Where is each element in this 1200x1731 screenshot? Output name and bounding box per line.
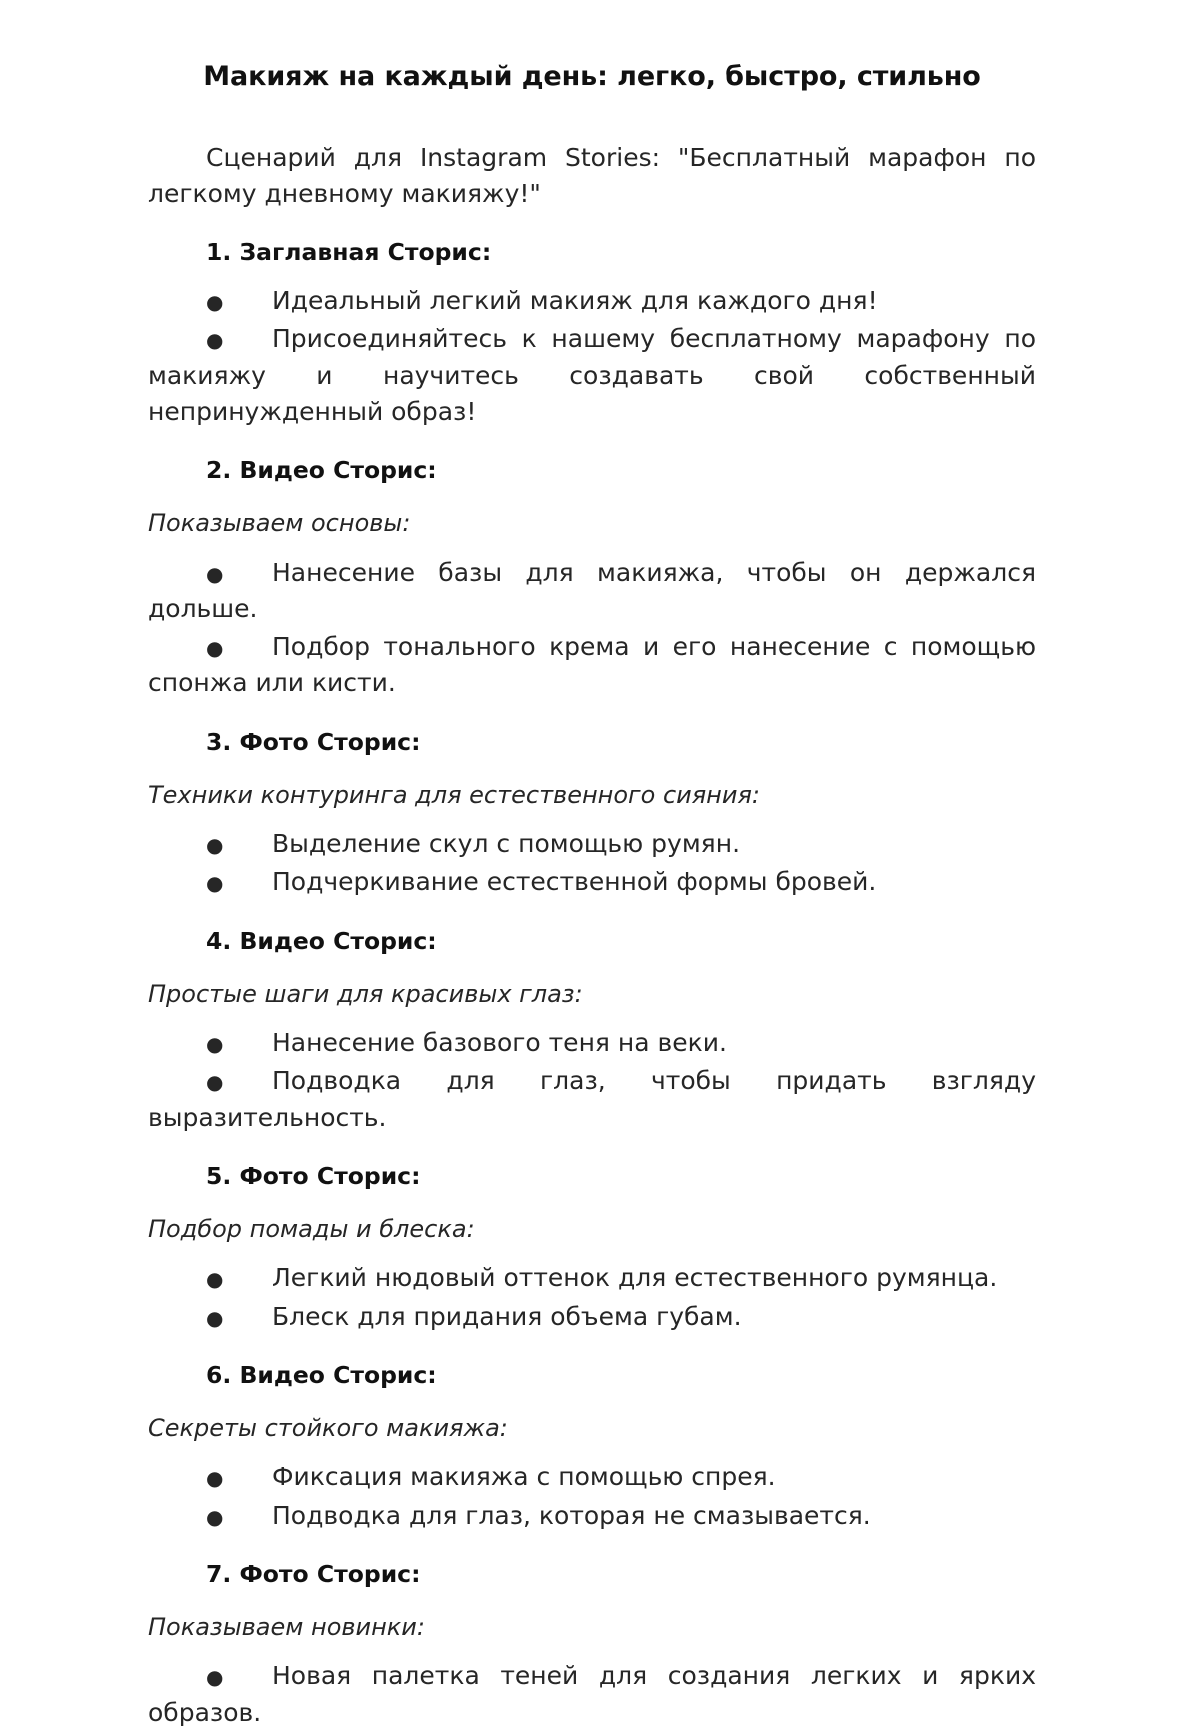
section-heading: 3. Фото Сторис:: [206, 727, 421, 756]
section-subtitle: Секреты стойкого макияжа:: [148, 1413, 508, 1442]
list-item-text: Нанесение базового теня на веки.: [272, 1028, 727, 1058]
bullet-icon: ●: [206, 1032, 224, 1057]
list-item: [148, 555, 1036, 628]
list-item-text: Присоединяйтесь к нашему бесплатному марафону по макияжу и научитесь создавать свой собственный непринужденный образ!: [148, 324, 1036, 426]
list-item-text: Подбор тонального крема и его нанесение с помощью спонжа или кисти.: [148, 632, 1036, 698]
list-item: [148, 321, 1036, 430]
bullet-icon: ●: [206, 1070, 224, 1095]
bullet-icon: ●: [206, 871, 224, 896]
section-5: [148, 1160, 1036, 1335]
bullet-icon: ●: [206, 328, 224, 353]
list-item: [148, 1658, 1036, 1731]
bullet-icon: ●: [206, 1267, 224, 1292]
bullet-list: [148, 1459, 1036, 1534]
section-subtitle: Простые шаги для красивых глаз:: [148, 979, 583, 1008]
bullet-icon: ●: [206, 290, 224, 315]
list-item-text: Новая палетка теней для создания легких и ярких образов.: [148, 1661, 1036, 1727]
bullet-icon: ●: [206, 833, 224, 858]
list-item: [148, 1260, 1036, 1296]
section-heading: 1. Заглавная Сторис:: [206, 238, 492, 267]
section-2: [148, 454, 1036, 701]
list-item: [148, 629, 1036, 702]
list-item-text: Легкий нюдовый оттенок для естественного румянца.: [272, 1263, 998, 1293]
bullet-icon: ●: [206, 636, 224, 661]
bullet-icon: ●: [206, 561, 224, 586]
list-item: [148, 864, 1036, 900]
list-item-text: Подчеркивание естественной формы бровей.: [272, 867, 877, 897]
section-subtitle: Техники контуринга для естественного сияния:: [148, 780, 760, 809]
list-item-text: Подводка для глаз, которая не смазывается.: [272, 1500, 871, 1530]
section-6: [148, 1359, 1036, 1534]
section-heading: 6. Видео Сторис:: [206, 1360, 437, 1389]
bullet-icon: ●: [206, 1665, 224, 1690]
list-item-text: Нанесение базы для макияжа, чтобы он держался дольше.: [148, 557, 1036, 623]
section-subtitle: Подбор помады и блеска:: [148, 1214, 475, 1243]
bullet-icon: ●: [206, 1305, 224, 1330]
list-item: [148, 826, 1036, 862]
bullet-list: [148, 555, 1036, 702]
section-1: [148, 236, 1036, 430]
list-item: [148, 1498, 1036, 1534]
section-heading: 5. Фото Сторис:: [206, 1161, 421, 1190]
list-item: [148, 1063, 1036, 1136]
bullet-list: [148, 283, 1036, 430]
list-item: [148, 1459, 1036, 1495]
document-content: [148, 0, 1036, 1731]
section-7: [148, 1558, 1036, 1731]
bullet-icon: ●: [206, 1466, 224, 1491]
list-item-text: Блеск для придания объема губам.: [272, 1301, 742, 1331]
intro-paragraph: Сценарий для Instagram Stories: "Бесплатный марафон по легкому дневному макияжу!": [148, 142, 1036, 208]
bullet-list: [148, 1658, 1036, 1731]
list-item-text: Фиксация макияжа с помощью спрея.: [272, 1462, 776, 1492]
section-subtitle: Показываем новинки:: [148, 1612, 425, 1641]
list-item-text: Подводка для глаз, чтобы придать взгляду выразительность.: [148, 1066, 1036, 1132]
list-item: [148, 1299, 1036, 1335]
page-title: Макияж на каждый день: легко, быстро, стильно: [203, 61, 981, 92]
section-heading: 2. Видео Сторис:: [206, 456, 437, 485]
bullet-list: [148, 1260, 1036, 1335]
bullet-list: [148, 1025, 1036, 1136]
section-subtitle: Показываем основы:: [148, 509, 411, 538]
bullet-list: [148, 826, 1036, 901]
list-item: [148, 1025, 1036, 1061]
section-3: [148, 726, 1036, 901]
list-item-text: Выделение скул с помощью румян.: [272, 829, 741, 859]
section-4: [148, 925, 1036, 1136]
section-heading: 4. Видео Сторис:: [206, 926, 437, 955]
section-heading: 7. Фото Сторис:: [206, 1559, 421, 1588]
list-item-text: Идеальный легкий макияж для каждого дня!: [272, 286, 878, 316]
bullet-icon: ●: [206, 1504, 224, 1529]
list-item: [148, 283, 1036, 319]
